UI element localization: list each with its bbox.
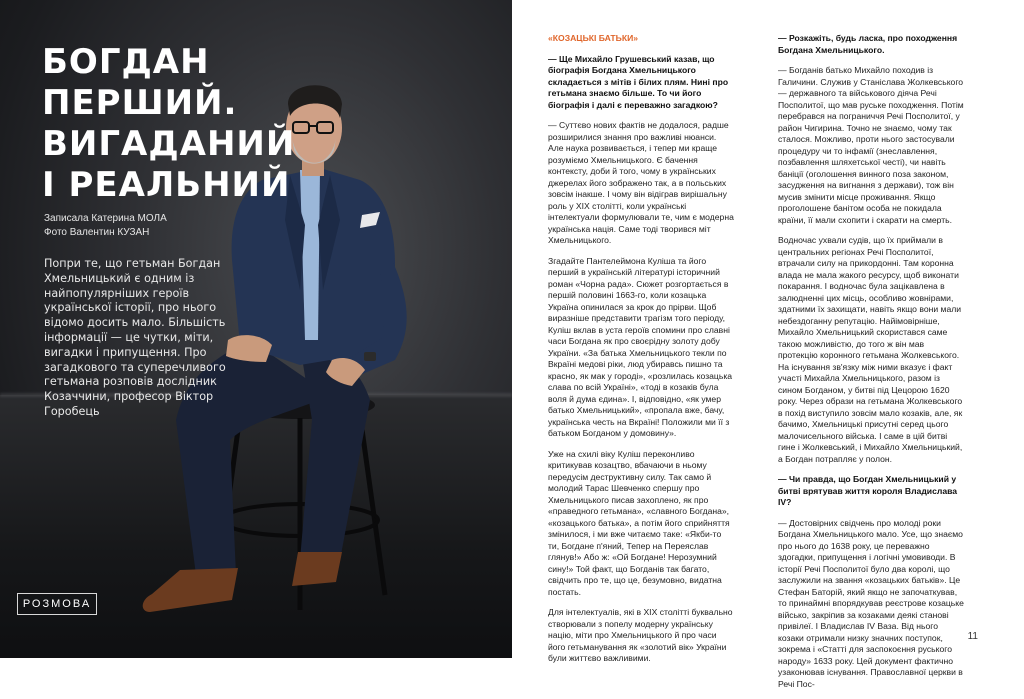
photo-page — [0, 0, 512, 658]
shoes-illustration — [143, 552, 342, 612]
section-tag: РОЗМОВА — [17, 593, 97, 615]
credits — [44, 212, 167, 240]
interview-paragraph: Для інтелектуалів, які в XIX столітті буквально створювали з попелу модерну українську націю, міти про Хмельницького й про часи його гетьманування як «золотий вік» України були життєво важливими. — [548, 607, 733, 663]
title-line: ПЕРШИЙ. — [42, 83, 238, 123]
title-line: І РЕАЛЬНИЙ — [42, 165, 291, 205]
text-column-1 — [548, 33, 734, 674]
writer-credit: Записала Катерина МОЛА — [44, 213, 167, 224]
page-number: 11 — [967, 631, 978, 642]
interview-paragraph: — Суттєво нових фактів не додалося, радше розширилися знання про важливі нюанси. Але наука розвивається, і тепер ми краще розуміємо Хмельницького. Є бачення контексту, доби й того, чому в українських джерелах його зображено так, а в польських зовсім інакше. І чому він відіграв вирішальну роль у XIX столітті, коли українські інтелектуали формулювали те, чим є модерна українська нація. Саме тоді творився міт Хмельницького. — [548, 120, 734, 245]
lead-paragraph: Попри те, що гетьман Богдан Хмельницький є одним із найпопулярніших героїв української історії, про нього відомо досить мало. Більшість інформації — це чутки, міти, вигадки і припущення. Про загадкового та суперечливого гетьмана розповів дослідник Козаччини, професор Віктор Горобець — [44, 257, 226, 418]
text-page — [512, 0, 1024, 689]
title-line: ВИГАДАНИЙ — [42, 124, 296, 164]
text-column-2 — [778, 33, 964, 699]
interview-paragraph: — Достовірних свідчень про молоді роки Богдана Хмельницького мало. Усе, що знаємо про нього до 1638 року, це переважно здогадки, припущення і логічні умовиводи. В історії Речі Посполитої було два королі, що заслужили на звання «козацьких батьків». Це Стефан Баторій, який якщо не започаткував, то принаймні впорядкував реєстрове козацьке військо, закріпив за козаками деякі станові привілеї. І Владислав IV Ваза. Від нього козаки отримали низку значних поступок, зокрема і «Статті для заспокоєння руського народу» 1633 року. Цей документ фактично узаконював існування. Православної церкви в Речі Пос- — [778, 517, 964, 689]
interview-question: — Ще Михайло Грушевський казав, що біографія Богдана Хмельницького складається з мітів і білих плям. Нині про гетьмана знаємо більше. То чи його біографія і далі є переважно загадкою? — [548, 53, 729, 110]
interview-paragraph: — Богданів батько Михайло походив із Галичини. Служив у Станіслава Жолкевського — державного та військового діяча Речі Посполитої, що мав руське походження. Потім перебрався на пограниччя Речі Посполитої, у район Чигирина. Точно не знаємо, чому так сталося. Можливо, проти нього застосували процедуру чи то інфамії (знеславлення, позбавлення шляхетської честі), чи навіть баніції (оголошення винного поза законом, засудження на вигнання з держави), тож він мусив змінити місце проживання. Якщо проголошене банітом особа не покидала країни, її мали схопити і скарати на смерть. — [778, 65, 964, 225]
section-kicker: «КОЗАЦЬКІ БАТЬКИ» — [548, 33, 639, 43]
interview-question: — Чи правда, що Богдан Хмельницький у битві врятував життя короля Владислава IV? — [778, 474, 958, 507]
title-line: БОГДАН — [42, 42, 210, 82]
article-title — [42, 42, 302, 206]
interview-question: — Розкажіть, будь ласка, про походження Богдана Хмельницького. — [778, 33, 958, 55]
interview-paragraph: Уже на схилі віку Куліш переконливо критикував козацтво, вбачаючи в ньому передусім деструктивну силу. Так само й молодий Тарас Шевченко спершу про Хмельницького писав захоплено, як про «праведного гетьмана», «славного Богдана», «козацького батька», а потім його сприйняття змінилося, і ми вже читаємо таке: «Якби-то ти, Богдане п'яний, Тепер на Переяслав глянув!» Або ж: «Ой Богдане! Нерозумний сину!» Той факт, що Богданів так багато, свідчить про те, що це, безумовно, видатна постать. — [548, 448, 730, 597]
interview-paragraph: Водночас ухвали судів, що їх приймали в центральних регіонах Речі Посполитої, втрачали силу на прикордонні. Там коронна влада не мала жакого ресурсу, щоб виконати покарання. І водночас була зацікавлена в залюдненні цих місць, особливо жовнірами, здатними їх захищати, навіть якщо вони мали небездоганну репутацію. Найімовірніше, Михайло Хмельницький скористався саме такою можливістю, до того ж він мав протекцію коронного гетьмана Жолкевського. На існування зв'язку між ними вказує і факт участі Михайла Хмельницького, разом із сином Богданом, у битві під Цецорою 1620 року. Через образи на гетьмана Жолкевського в похід виступило зовсім мало козаків, але, як бачимо, Хмельницькі присутні серед цього малочисельного війська. І саме в цій битві гине і Жолкевський, і Михайло Хмельницький, а Богдан потрапляє у полон. — [778, 235, 963, 464]
interview-paragraph: Згадайте Пантелеймона Куліша та його перший в українській літературі історичний роман «Чорна рада». Сюжет розгортається в першій половині 1663-го, коли козацька Україна опинилася за крок до прірви. Щоб виразніше представити трагізм того періоду, Куліш вклав в уста героїв спомини про славні часи Богдана як про своєрідну золоту добу України. «За батька Хмельницького текли по Вкраїні медові ріки, люд убиравсь пишно та красно, як мак у городі», «розлилась козацька слава по всій Україні», «тоді в козаків була воля й дума єдина». І, відповідно, «як умер батько Хмельницький», «пропала вже, бачу, українська честь на Вкраїні! Положили ми її з батьком Богданом у домовину». — [548, 255, 733, 438]
photo-credit: Фото Валентин КУЗАН — [44, 227, 150, 238]
